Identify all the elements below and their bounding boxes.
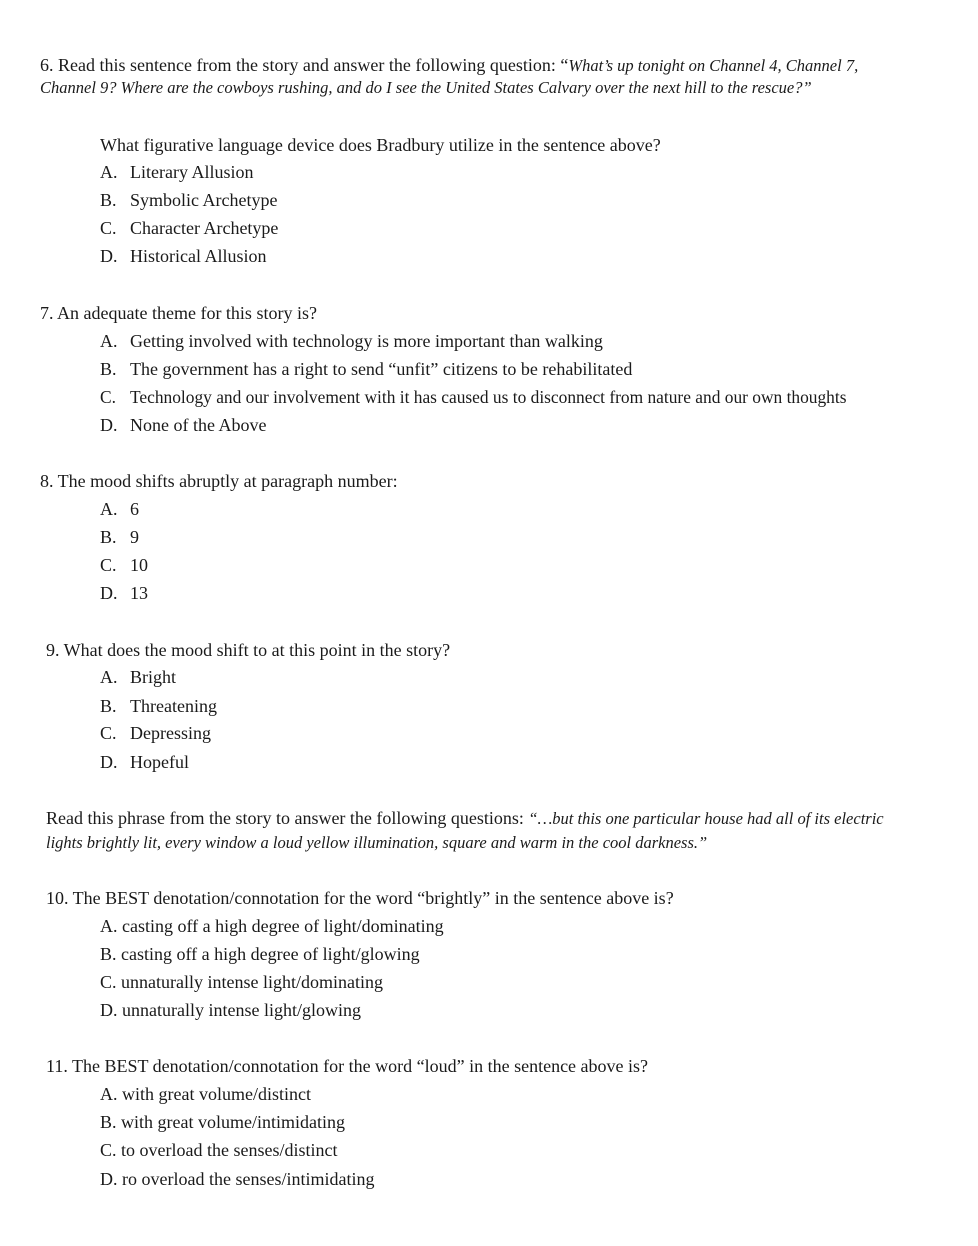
q8-option-b (100, 526, 139, 548)
option-letter: C. (100, 218, 117, 238)
option-letter: C. (100, 723, 117, 743)
option-text: None of the Above (130, 415, 267, 435)
option-letter: C. (100, 387, 116, 407)
option-letter: D. (100, 415, 118, 435)
option-text: 13 (130, 583, 148, 603)
q6-quote-part1: What’s up tonight on Channel 4, Channel 7, (568, 56, 859, 75)
q8-option-a (100, 498, 139, 520)
option-text: Threatening (130, 696, 217, 716)
option-letter: B. (100, 696, 117, 716)
q11-option-c: C. to overload the senses/distinct (100, 1140, 338, 1160)
option-text: Historical Allusion (130, 246, 267, 266)
option-text: 6 (130, 499, 139, 519)
option-text: 10 (130, 555, 148, 575)
q6-option-a (100, 161, 253, 183)
option-letter: A. (100, 162, 118, 182)
q7-option-b (100, 358, 632, 380)
passage-quote-part2: lights brightly lit, every window a loud yellow illumination, square and warm in the cool darkness.” (46, 833, 708, 852)
passage-line1 (46, 807, 884, 830)
q9-option-a (100, 666, 176, 688)
option-letter: D. (100, 583, 118, 603)
q8-option-c (100, 554, 148, 576)
passage-intro: Read this phrase from the story to answer the following questions: (46, 808, 529, 828)
q11-option-a: A. with great volume/distinct (100, 1084, 311, 1104)
q9-option-b (100, 695, 217, 717)
option-letter: B. (100, 190, 117, 210)
option-letter: C. (100, 555, 117, 575)
q10-option-d: D. unnaturally intense light/glowing (100, 1000, 361, 1020)
option-letter: A. (100, 499, 118, 519)
option-letter: B. (100, 527, 117, 547)
q7-question: 7. An adequate theme for this story is? (40, 303, 317, 323)
option-text: Technology and our involvement with it has caused us to disconnect from nature and our own thoughts (130, 387, 847, 407)
q10-option-b: B. casting off a high degree of light/glowing (100, 944, 420, 964)
option-text: Character Archetype (130, 218, 279, 238)
q11-option-d: D. ro overload the senses/intimidating (100, 1169, 375, 1189)
option-letter: A. (100, 667, 118, 687)
option-text: Hopeful (130, 752, 189, 772)
option-text: Literary Allusion (130, 162, 254, 182)
q6-question: What figurative language device does Bradbury utilize in the sentence above? (100, 135, 661, 155)
q6-option-b (100, 189, 277, 211)
option-text: 9 (130, 527, 139, 547)
q7-option-a (100, 330, 603, 352)
option-text: Symbolic Archetype (130, 190, 278, 210)
option-text: Bright (130, 667, 177, 687)
q8-option-d (100, 582, 148, 604)
q9-question: 9. What does the mood shift to at this point in the story? (46, 640, 451, 660)
q9-option-c (100, 722, 211, 744)
q10-question: 10. The BEST denotation/connotation for the word “brightly” in the sentence above is? (46, 888, 674, 908)
option-text: Getting involved with technology is more important than walking (130, 331, 603, 351)
q6-quote-part2: Channel 9? Where are the cowboys rushing, and do I see the United States Calvary over the next hill to the rescue?” (40, 78, 812, 97)
q7-option-d (100, 414, 266, 436)
option-text: Depressing (130, 723, 211, 743)
q10-option-a: A. casting off a high degree of light/dominating (100, 916, 444, 936)
option-letter: D. (100, 246, 118, 266)
option-letter: B. (100, 359, 117, 379)
option-letter: D. (100, 752, 118, 772)
q6-prompt: 6. Read this sentence from the story and answer the following question: “ (40, 55, 569, 75)
q6-prompt-line (40, 54, 858, 77)
q6-option-c (100, 217, 278, 239)
q9-option-d (100, 751, 189, 773)
q8-question: 8. The mood shifts abruptly at paragraph number: (40, 471, 398, 491)
q11-option-b: B. with great volume/intimidating (100, 1112, 345, 1132)
option-letter: A. (100, 331, 118, 351)
q6-option-d (100, 245, 267, 267)
q10-option-c: C. unnaturally intense light/dominating (100, 972, 383, 992)
passage-quote-part1: “…but this one particular house had all of its electric (528, 809, 884, 828)
q11-question: 11. The BEST denotation/connotation for the word “loud” in the sentence above is? (46, 1056, 649, 1076)
q7-option-c (100, 386, 846, 408)
option-text: The government has a right to send “unfit” citizens to be rehabilitated (130, 359, 633, 379)
